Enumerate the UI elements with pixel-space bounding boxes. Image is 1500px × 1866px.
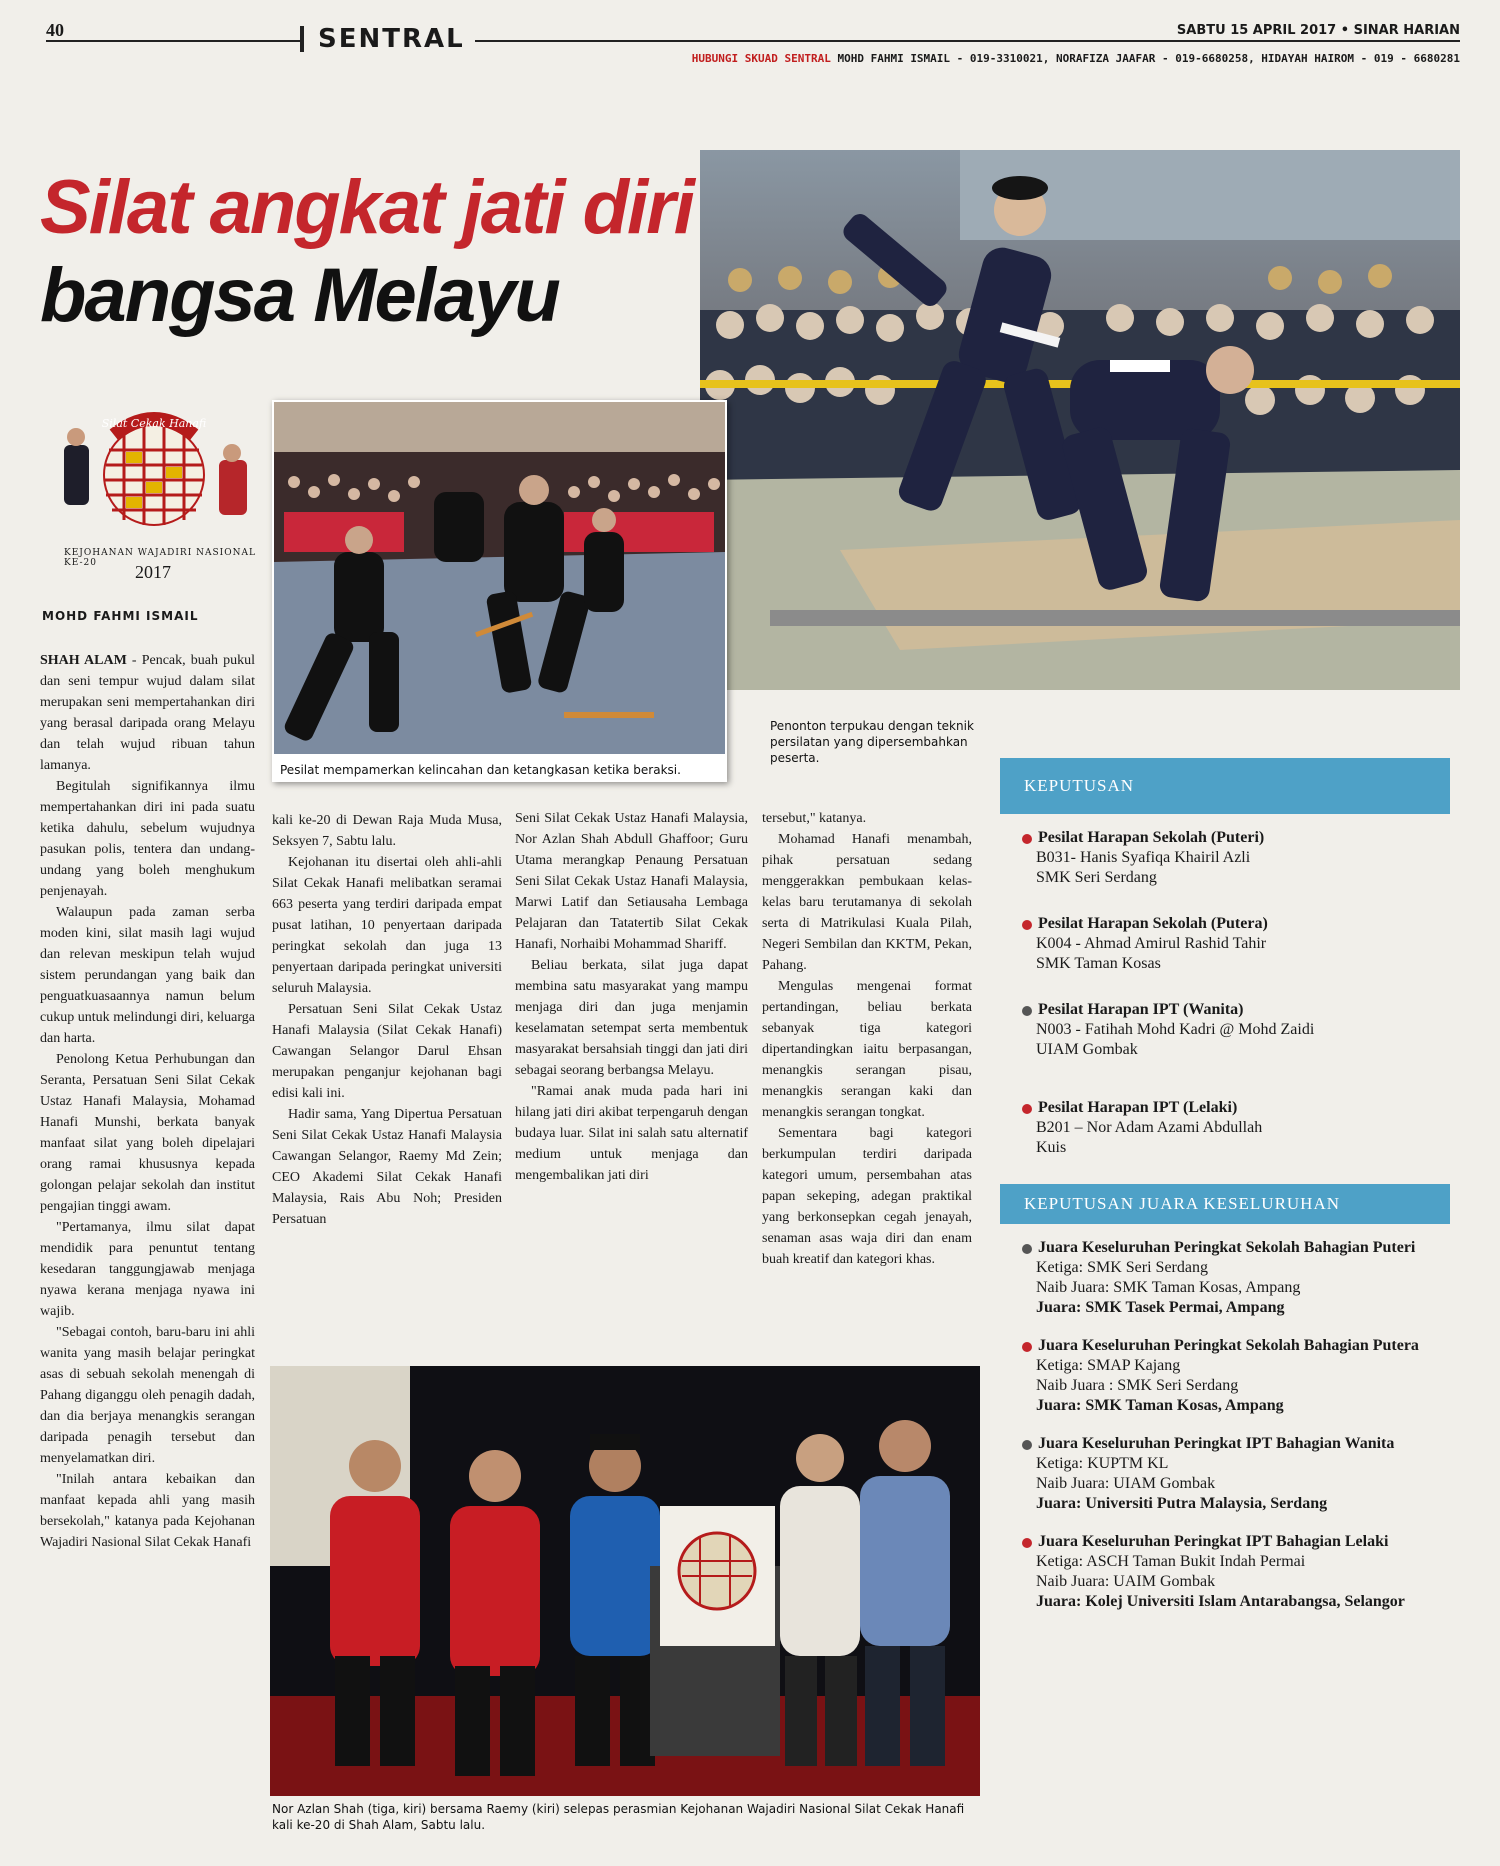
result-category: Pesilat Harapan IPT (Wanita) [1038, 1001, 1244, 1018]
overall-ketiga: Ketiga: KUPTM KL [1036, 1455, 1169, 1472]
bullet-icon [1022, 920, 1032, 930]
bullet-icon [1022, 1104, 1032, 1114]
bullet-icon [1022, 1244, 1032, 1254]
logo-arc-text: Silat Cekak Hanafi [101, 417, 207, 430]
result-school: UIAM Gombak [1036, 1041, 1138, 1058]
contact-details: MOHD FAHMI ISMAIL - 019-3310021, NORAFIZA JAAFAR - 019-6680258, HIDAYAH HAIROM - 019 - 6680281 [830, 52, 1460, 65]
overall-naib: Naib Juara: UIAM Gombak [1036, 1475, 1216, 1492]
overall-juara: Juara: SMK Tasek Permai, Ampang [1036, 1299, 1285, 1316]
section-bar [300, 26, 304, 52]
caption-main: Penonton terpukau dengan teknik persilatan yang dipersembahkan peserta. [770, 719, 974, 766]
paragraph: tersebut," katanya. [762, 811, 867, 826]
logo-year: 2017 [135, 562, 171, 582]
overall-ketiga: Ketiga: SMK Seri Serdang [1036, 1259, 1208, 1276]
contact-lead: HUBUNGI SKUAD SENTRAL [691, 52, 831, 65]
overall-item [1036, 1532, 1450, 1612]
photo-bottom-illustration [270, 1366, 980, 1796]
paragraph: - Pencak, buah pukul dan seni tempur wujud dalam silat merupakan seni mempertahankan diri yang berasal daripada orang Melayu dan telah wujud ribuan tahun lamanya. [40, 653, 255, 773]
headline-line-2: bangsa Melayu [40, 253, 559, 338]
overall-heading: KEPUTUSAN JUARA KESELURUHAN [1000, 1184, 1450, 1224]
bullet-icon [1022, 1342, 1032, 1352]
contact-line [692, 52, 1460, 65]
result-winner: K004 - Ahmad Amirul Rashid Tahir [1036, 935, 1267, 952]
paragraph: Mohamad Hanafi menambah, pihak persatuan sedang menggerakkan pembukaan kelas-kelas baru terutamanya di sekolah serta di Matrikulasi Kuala Pilah, Negeri Sembilan dan KKTM, Pekan, Pahang. [762, 832, 972, 973]
result-winner: B201 – Nor Adam Azami Abdullah [1036, 1119, 1263, 1136]
paragraph: Seni Silat Cekak Ustaz Hanafi Malaysia, Nor Azlan Shah Abdull Ghaffoor; Guru Utama merangkap Penaung Persatuan Seni Silat Cekak Ustaz Hanafi Malaysia, Marwi Latif dan Setiausaha Lembaga Pelajaran dan Tatatertib Silat Cekak Hanafi, Norhaibi Mohammad Shariff. [515, 811, 748, 952]
result-item [1036, 828, 1450, 888]
paragraph: Persatuan Seni Silat Cekak Ustaz Hanafi Malaysia (Silat Cekak Hanafi) Cawangan Selangor Darul Ehsan merupakan penganjur kejohanan bagi edisi kali ini. [272, 1002, 502, 1101]
overall-category: Juara Keseluruhan Peringkat Sekolah Bahagian Putera [1038, 1337, 1419, 1354]
bullet-icon [1022, 1538, 1032, 1548]
result-school: SMK Seri Serdang [1036, 869, 1157, 886]
article-column-2 [272, 810, 502, 1230]
paragraph: Sementara bagi kategori berkumpulan terdiri daripada kategori umum, persembahan atas papan sekeping, adegan praktikal yang berkonsepkan cegah jenayah, senaman asas waja diri dan enam buah kreatif dan kategori khas. [762, 1126, 972, 1267]
bullet-icon [1022, 1006, 1032, 1016]
overall-category: Juara Keseluruhan Peringkat Sekolah Bahagian Puteri [1038, 1239, 1416, 1256]
result-winner: B031- Hanis Syafiqa Khairil Azli [1036, 849, 1251, 866]
paragraph: Walaupun pada zaman serba moden kini, silat masih lagi wujud dan relevan meskipun telah wujud sistem perundangan yang baik dan penguatkuasaannya namun belum cukup untuk melindungi diri, keluarga dan harta. [40, 905, 255, 1046]
paragraph: "Inilah antara kebaikan dan manfaat kepada ahli yang masih bersekolah," katanya pada Kejohanan Wajadiri Nasional Silat Cekak Hanafi [40, 1472, 255, 1550]
overall-naib: Naib Juara: UAIM Gombak [1036, 1573, 1216, 1590]
paragraph: Hadir sama, Yang Dipertua Persatuan Seni Silat Cekak Ustaz Hanafi Malaysia Cawangan Selangor, Raemy Md Zein; CEO Akademi Silat Cekak Hanafi Malaysia, Rais Abu Noh; Presiden Persatuan [272, 1107, 502, 1227]
overall-item [1036, 1336, 1450, 1416]
paragraph: Begitulah signifikannya ilmu mempertahankan diri ini pada suatu ketika dahulu, sebelum wujudnya pasukan polis, tentera dan undang-undang yang boleh menghukum penjenayah. [40, 779, 255, 899]
logo-emblem [54, 405, 254, 545]
overall-juara: Juara: Kolej Universiti Islam Antarabangsa, Selangor [1036, 1593, 1405, 1610]
photo-main-illustration [700, 150, 1460, 690]
photo-pesilat-action [272, 400, 727, 782]
result-item [1036, 1098, 1450, 1158]
paragraph: kali ke-20 di Dewan Raja Muda Musa, Seksyen 7, Sabtu lalu. [272, 813, 502, 849]
overall-naib: Naib Juara: SMK Taman Kosas, Ampang [1036, 1279, 1301, 1296]
overall-item [1036, 1434, 1450, 1514]
byline: MOHD FAHMI ISMAIL [42, 609, 199, 623]
result-item [1036, 914, 1450, 974]
paragraph: Penolong Ketua Perhubungan dan Seranta, Persatuan Seni Silat Cekak Ustaz Hanafi Malaysia, Mohamad Hanafi Munshi, berkata banyak manfaat silat yang boleh dipelajari orang ramai khususnya kepada golongan pelajar sekolah dan institut pengajian tinggi awam. [40, 1052, 255, 1214]
bullet-icon [1022, 834, 1032, 844]
headline [40, 165, 760, 338]
results-list [1000, 814, 1450, 1158]
article-column-4 [762, 808, 972, 1270]
result-category: Pesilat Harapan Sekolah (Putera) [1038, 915, 1268, 932]
paragraph: "Pertamanya, ilmu silat dapat mendidik para penuntut tentang kesedaran tanggungjawab menjaga nyawa kerana menjaga nyawa ini wajib. [40, 1220, 255, 1319]
article-column-1 [40, 650, 255, 1553]
page-number: 40 [46, 20, 64, 40]
header-rule [46, 40, 1460, 42]
dateline: SHAH ALAM [40, 653, 127, 668]
section-label [300, 24, 475, 54]
caption-bottom: Nor Azlan Shah (tiga, kiri) bersama Raemy (kiri) selepas perasmian Kejohanan Wajadiri Nasional Silat Cekak Hanafi kali ke-20 di Shah Alam, Sabtu lalu. [272, 1802, 965, 1833]
caption-inset: Pesilat mempamerkan kelincahan dan ketangkasan ketika beraksi. [280, 763, 681, 777]
overall-category: Juara Keseluruhan Peringkat IPT Bahagian Lelaki [1038, 1533, 1389, 1550]
paragraph: "Sebagai contoh, baru-baru ini ahli wanita yang masih belajar peringkat asas di sebuah sekolah menengah di Pahang diganggu oleh penagih dadah, dan dia berjaya menangkis serangan daripada penagih tersebut dan menyelamatkan diri. [40, 1325, 255, 1466]
overall-juara: Juara: Universiti Putra Malaysia, Serdang [1036, 1495, 1328, 1512]
paragraph: Beliau berkata, silat juga dapat membina satu masyarakat yang mampu menjaga diri dan juga menjamin keselamatan setempat serta membentuk masyarakat bersahsiah tinggi dan jati diri sebagai seorang berbangsa Melayu. [515, 958, 748, 1078]
overall-category: Juara Keseluruhan Peringkat IPT Bahagian Wanita [1038, 1435, 1395, 1452]
logo-caption: KEJOHANAN WAJADIRI NASIONAL KE-20 [64, 548, 256, 568]
result-winner: N003 - Fatihah Mohd Kadri @ Mohd Zaidi [1036, 1021, 1315, 1038]
publication-date: SABTU 15 APRIL 2017 • SINAR HARIAN [1169, 23, 1460, 38]
result-school: SMK Taman Kosas [1036, 955, 1161, 972]
photo-silat-demonstration [700, 150, 1460, 690]
article-column-3 [515, 808, 748, 1186]
result-category: Pesilat Harapan Sekolah (Puteri) [1038, 829, 1265, 846]
paragraph: Kejohanan itu disertai oleh ahli-ahli Silat Cekak Hanafi melibatkan seramai 663 peserta yang terdiri daripada empat pusat latihan, 10 penyertaan daripada peringkat sekolah dan juga 13 penyertaan daripada peringkat universiti seluruh Malaysia. [272, 855, 502, 996]
overall-list [1000, 1224, 1450, 1612]
paragraph: "Ramai anak muda pada hari ini hilang jati diri akibat terpengaruh dengan budaya luar. Silat ini salah satu alternatif medium untuk menjaga dan mengembalikan jati diri [515, 1084, 748, 1183]
overall-juara: Juara: SMK Taman Kosas, Ampang [1036, 1397, 1284, 1414]
photo-inset-illustration [274, 402, 725, 754]
bullet-icon [1022, 1440, 1032, 1450]
results-panel [1000, 758, 1450, 1808]
section-name: SENTRAL [318, 24, 465, 54]
result-school: Kuis [1036, 1139, 1067, 1156]
overall-ketiga: Ketiga: SMAP Kajang [1036, 1357, 1181, 1374]
result-category: Pesilat Harapan IPT (Lelaki) [1038, 1099, 1238, 1116]
results-heading: KEPUTUSAN [1000, 758, 1450, 814]
overall-naib: Naib Juara : SMK Seri Serdang [1036, 1377, 1239, 1394]
overall-ketiga: Ketiga: ASCH Taman Bukit Indah Permai [1036, 1553, 1306, 1570]
paragraph: Mengulas mengenai format pertandingan, beliau berkata sebanyak tiga kategori dipertandingkan iaitu berpasangan, menangkis serangan pisau, menangkis serangan kaki dan menangkis serangan tongkat. [762, 979, 972, 1120]
headline-line-1: Silat angkat jati diri [40, 165, 693, 250]
overall-item [1036, 1238, 1450, 1318]
photo-launch-ceremony [270, 1366, 980, 1796]
result-item [1036, 1000, 1450, 1060]
